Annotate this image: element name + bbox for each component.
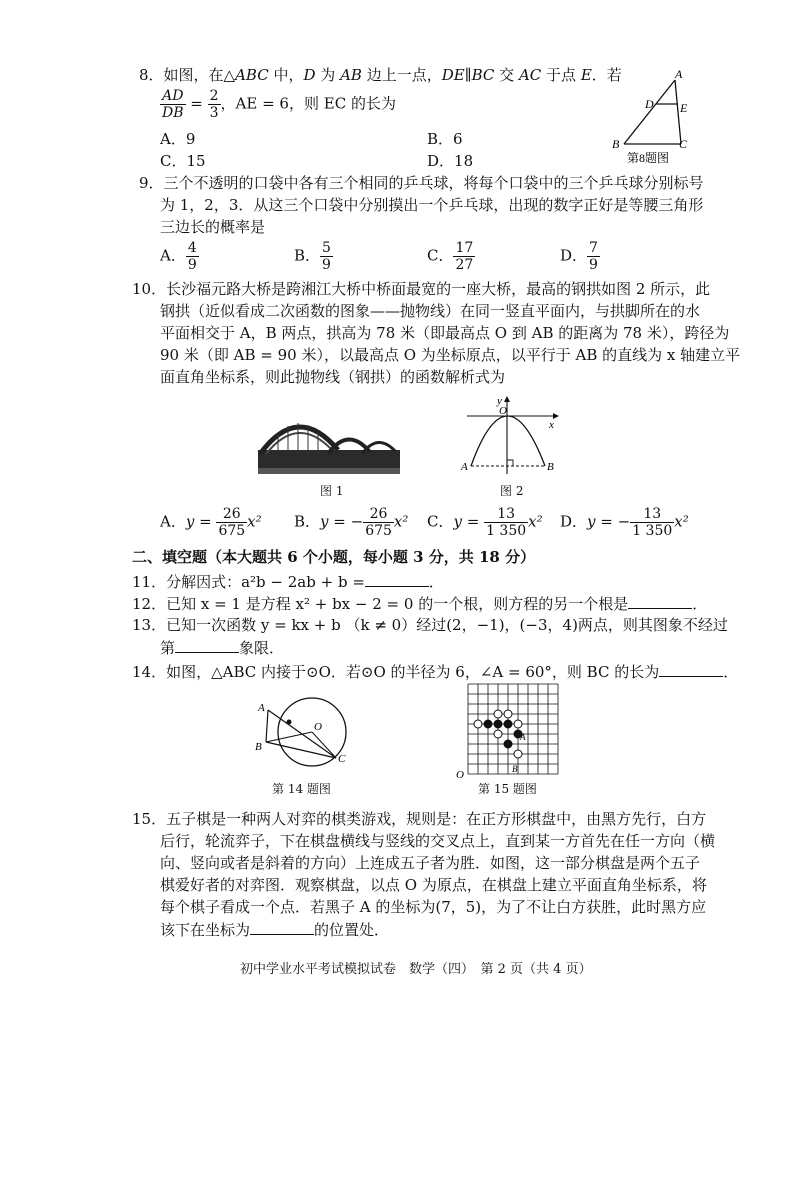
q10-text: 长沙福元路大桥是跨湘江大桥中桥面最宽的一座大桥，最高的钢拱如图 2 所示，此	[166, 280, 711, 298]
q8-text: ，AE = 6，则 EC 的长为	[220, 94, 396, 113]
q14-number: 14．	[132, 663, 167, 681]
q8-text: ．若	[591, 66, 622, 84]
q8-text: D	[303, 66, 316, 84]
option-label: B．	[294, 512, 321, 531]
q10-stem-line2: 钢拱（近似看成二次函数的图象——抛物线）在同一竖直平面内，与拱脚所在的水	[160, 302, 701, 320]
q8-text: ABC	[235, 66, 269, 84]
frac-den: 9	[187, 257, 197, 273]
q10-stem-line3: 平面相交于 A，B 两点，拱高为 78 米（即最高点 O 到 AB 的距离为 78 米），跨径为	[160, 324, 730, 342]
frac-den: DB	[162, 105, 184, 121]
frac-den: 3	[209, 105, 219, 121]
label-c: C	[338, 753, 346, 765]
q9-option-c	[427, 240, 475, 273]
q15-line4: 棋爱好者的对弈图．观察棋盘，以点 O 为原点，在棋盘上建立平面直角坐标系，将	[160, 876, 707, 894]
option-label: D．	[560, 512, 588, 531]
q8-option-a: A．9	[160, 130, 196, 148]
frac-num: 26	[363, 506, 394, 523]
q8-text: E	[580, 66, 592, 84]
label-b: B	[612, 137, 620, 151]
q8-stem-line1	[139, 64, 622, 86]
point-a-label: A	[461, 461, 468, 473]
q10-option-a	[160, 506, 262, 539]
option-label: C．	[427, 246, 454, 265]
q8-option-d: D．18	[427, 152, 474, 170]
q9-stem-line1	[139, 172, 704, 194]
q15-figure-caption: 第 15 题图	[478, 782, 537, 796]
axis-y-label: y	[497, 395, 502, 407]
frac-den: 1 350	[632, 523, 673, 539]
q8-text: AB	[340, 66, 362, 84]
frac-num: 13	[630, 506, 674, 523]
q13-answer-blank[interactable]	[175, 636, 239, 653]
q15-line2: 后行，轮流弈子，下在棋盘横线与竖线的交叉点上，直到某一方首先在任一方向（横	[160, 832, 716, 850]
frac-den: 675	[218, 523, 246, 539]
stone-a-label: A	[520, 732, 526, 742]
q8-option-b: B．6	[427, 130, 463, 148]
q15-answer-blank[interactable]	[250, 918, 314, 935]
option-prefix: y = −	[320, 512, 364, 531]
option-prefix: y = −	[587, 512, 631, 531]
q10-bridge-photo	[258, 410, 400, 482]
q8-stem-line2	[160, 88, 396, 121]
q15-line5: 每个棋子看成一个点．若黑子 A 的坐标为(7，5)，为了不让白方获胜，此时黑方应	[160, 898, 707, 916]
q15-number: 15．	[132, 810, 167, 828]
q15-line6	[160, 918, 389, 941]
label-a: A	[258, 702, 265, 714]
q8-fraction-ad-db	[160, 88, 186, 121]
frac-num: 2	[209, 88, 219, 104]
label-e: E	[680, 101, 688, 115]
q11-number: 11．	[132, 573, 167, 591]
option-label: A．	[160, 512, 186, 531]
q11-end: ．	[428, 573, 444, 591]
option-prefix: y =	[453, 512, 485, 531]
q13-line1	[132, 614, 728, 636]
q10-option-b	[294, 506, 408, 539]
q12-answer-blank[interactable]	[628, 592, 692, 609]
q8-text: 于点	[541, 66, 581, 84]
q10-parabola-figure	[455, 394, 575, 480]
q8-fraction-2-3	[208, 88, 221, 121]
q8-option-c: C．15	[160, 152, 206, 170]
q12-end: ．	[692, 595, 708, 613]
q14-figure-caption: 第 14 题图	[272, 782, 331, 796]
q10-stem-line5: 面直角坐标系，则此抛物线（钢拱）的函数解析式为	[160, 368, 506, 386]
q9-option-b	[294, 240, 333, 273]
q10-option-c	[427, 506, 543, 539]
q8-text: 如图，在△	[163, 66, 236, 84]
option-suffix: x²	[247, 512, 262, 531]
option-label: A．	[160, 246, 186, 265]
frac-num: 13	[484, 506, 528, 523]
q13-number: 13．	[132, 616, 167, 634]
q10-figure2-caption: 图 2	[500, 484, 524, 498]
q13-line2	[160, 636, 284, 659]
q15-text: 五子棋是一种两人对弈的棋类游戏，规则是：在正方形棋盘中，由黑方先行，白方	[166, 810, 707, 828]
q15-line1	[132, 808, 706, 830]
page-footer: 初中学业水平考试模拟试卷 数学（四） 第 2 页（共 4 页）	[240, 962, 592, 977]
frac-num: AD	[160, 88, 186, 105]
q13-text: 第	[160, 639, 176, 657]
q15-line3: 向、竖向或者是斜着的方向）上连成五子者为胜．如图，这一部分棋盘是两个五子	[160, 854, 701, 872]
label-a: A	[675, 67, 683, 81]
stone-b-label: B	[512, 764, 518, 774]
q12	[132, 592, 707, 615]
q14-circle-figure	[252, 694, 362, 774]
q11	[132, 570, 444, 593]
q8-text: 边上一点，	[361, 66, 442, 84]
frac-num: 5	[322, 240, 331, 256]
q15-text: 的位置处．	[314, 921, 390, 939]
option-suffix: x²	[393, 512, 409, 531]
q10-number: 10．	[132, 280, 167, 298]
q12-text: 已知 x = 1 是方程 x² + bx − 2 = 0 的一个根，则方程的另一个根是	[166, 595, 629, 613]
q11-text: 分解因式：a²b − 2ab + b =	[166, 573, 365, 591]
q8-figure-caption: 第8题图	[627, 151, 670, 165]
origin-label: O	[499, 405, 507, 417]
q12-number: 12．	[132, 595, 167, 613]
q11-answer-blank[interactable]	[365, 570, 429, 587]
q14	[132, 660, 738, 683]
q9-stem-line2: 为 1，2，3．从这三个口袋中分别摸出一个乒乓球，出现的数字正好是等腰三角形	[160, 196, 704, 214]
frac-num: 17	[455, 240, 474, 256]
q10-option-d	[560, 506, 689, 539]
frac-den: 1 350	[486, 523, 527, 539]
q14-end: ．	[723, 663, 739, 681]
q15-gomoku-board	[452, 680, 572, 780]
q8-text: 中，	[268, 66, 304, 84]
frac-den: 675	[365, 523, 392, 539]
q14-answer-blank[interactable]	[659, 660, 723, 677]
section2-heading: 二、填空题（本大题共 6 个小题，每小题 3 分，共 18 分）	[132, 548, 536, 566]
option-prefix: y =	[185, 512, 217, 531]
label-b: B	[255, 741, 262, 753]
q13-text: 已知一次函数 y = kx + b （k ≠ 0）经过(2，−1)，(−3，4)两点，则其图象不经过	[166, 616, 728, 634]
q8-text: =	[185, 94, 208, 113]
frac-den: 9	[322, 257, 331, 273]
q10-stem-line1	[132, 278, 710, 300]
q8-text: 为	[315, 66, 341, 84]
q9-option-a	[160, 240, 199, 273]
option-label: B．	[294, 246, 321, 265]
q15-text: 该下在坐标为	[160, 921, 251, 939]
q9-stem-line3: 三边长的概率是	[160, 218, 266, 236]
frac-num: 4	[187, 240, 197, 256]
q14-text: 如图，△ABC 内接于⊙O．若⊙O 的半径为 6，∠A = 60°，则 BC 的长为	[166, 663, 660, 681]
option-label: C．	[427, 512, 454, 531]
q8-text: 交	[494, 66, 519, 84]
q8-text: AC	[518, 66, 542, 84]
option-label: D．	[560, 246, 588, 265]
option-suffix: x²	[674, 512, 689, 531]
q10-stem-line4: 90 米（即 AB = 90 米），以最高点 O 为坐标原点，以平行于 AB 的直线为 x 轴建立平	[160, 346, 741, 364]
frac-num: 26	[216, 506, 247, 523]
frac-den: 27	[455, 257, 474, 273]
label-c: C	[679, 137, 688, 151]
q9-number: 9．	[139, 174, 164, 192]
frac-num: 7	[589, 240, 598, 256]
axis-x-label: x	[549, 419, 554, 431]
q8-number: 8．	[139, 66, 164, 84]
q13-text: 象限．	[239, 639, 285, 657]
label-o: O	[314, 721, 322, 733]
q8-text: DE∥BC	[441, 66, 495, 84]
option-suffix: x²	[528, 512, 543, 531]
q8-triangle-figure	[605, 66, 695, 166]
frac-den: 9	[589, 257, 598, 273]
q10-figure1-caption: 图 1	[320, 484, 344, 498]
origin-label: O	[456, 769, 464, 780]
point-b-label: B	[547, 461, 554, 473]
q9-option-d	[560, 240, 600, 273]
q9-text: 三个不透明的口袋中各有三个相同的乒乓球，将每个口袋中的三个乒乓球分别标号	[163, 174, 704, 192]
label-d: D	[645, 97, 654, 111]
